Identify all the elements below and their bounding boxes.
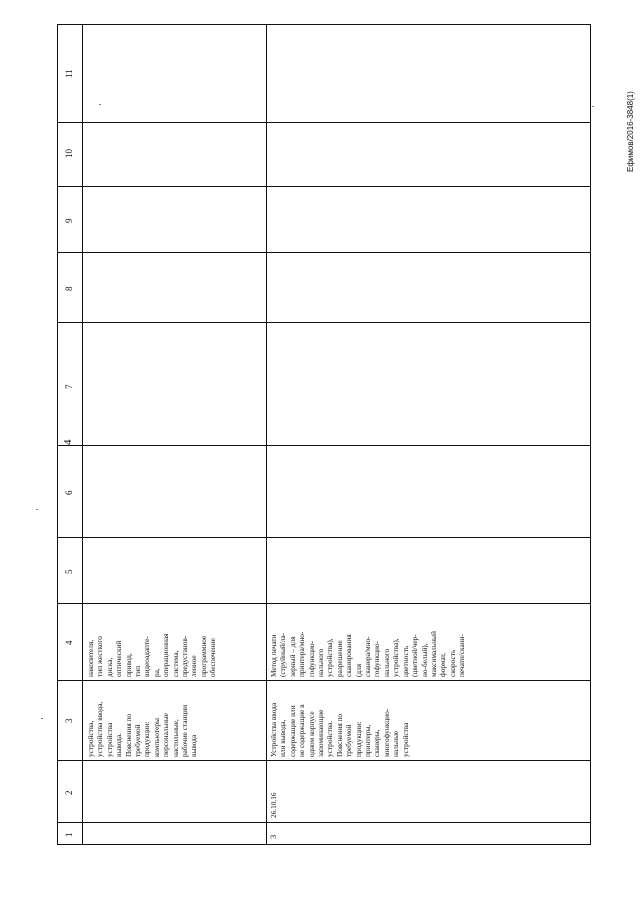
- text-line: Метод печати: [269, 634, 278, 677]
- text-line: нального: [381, 648, 391, 677]
- text-line: устройства: [104, 722, 114, 757]
- table-border: [57, 844, 591, 845]
- text-line: максимальный: [428, 631, 438, 677]
- column-divider: [57, 122, 591, 123]
- scan-speck: [41, 718, 43, 719]
- column-divider: [57, 186, 591, 187]
- column-number: 11: [64, 69, 74, 78]
- text-line: сканирования: [344, 634, 354, 677]
- column-number: 2: [64, 790, 74, 795]
- column-divider: [57, 822, 591, 823]
- table-row-3-characteristics: [269, 631, 467, 677]
- column-number: 1: [64, 832, 74, 837]
- text-line: операционная: [161, 633, 171, 677]
- text-line: программное: [198, 635, 208, 677]
- text-line: рабочие станции: [180, 704, 190, 757]
- text-line: скорость: [447, 649, 457, 677]
- text-line: (струйный/ла-: [278, 632, 288, 677]
- table-header-divider: [82, 24, 83, 845]
- text-line: Пояснения по: [334, 713, 344, 757]
- text-line: устройства),: [391, 638, 401, 677]
- text-line: система,: [170, 650, 180, 677]
- table-row-1-characteristics: [86, 633, 218, 677]
- text-line: тип жесткого: [95, 636, 105, 677]
- text-line: запоминающие: [316, 709, 326, 757]
- text-line: принтера/мно-: [297, 631, 307, 677]
- column-divider: [57, 760, 591, 761]
- text-line: накопителя,: [86, 639, 95, 677]
- text-line: не содержащие в: [297, 704, 307, 757]
- text-line: зерный – для: [287, 636, 297, 677]
- document-reference-label: Ефимов/2016-3848(1): [626, 91, 635, 172]
- text-line: устройства: [400, 722, 410, 757]
- text-line: нального: [316, 648, 326, 677]
- text-line: гофункцио-: [372, 641, 382, 677]
- text-line: устройства.: [325, 720, 335, 757]
- text-line: требуемой: [133, 724, 143, 757]
- column-divider: [57, 445, 591, 446]
- text-line: видеоадапте-: [142, 636, 152, 677]
- text-line: (для: [353, 663, 363, 677]
- text-line: сканеры,: [372, 729, 382, 757]
- text-line: оптический: [114, 640, 124, 677]
- text-line: цветность: [400, 645, 410, 677]
- column-divider: [57, 537, 591, 538]
- text-line: диска,: [104, 657, 114, 677]
- column-number: 6: [64, 490, 74, 495]
- text-line: предустанов-: [180, 635, 190, 677]
- scan-speck: [592, 106, 594, 107]
- table-row-divider: [266, 24, 267, 845]
- text-line: продукции:: [353, 721, 363, 757]
- table-border: [57, 24, 58, 845]
- text-line: Устройства ввода: [269, 702, 278, 757]
- text-line: гофункцио-: [306, 641, 316, 677]
- text-line: Пояснения по: [123, 713, 133, 757]
- text-line: компьютеры: [151, 718, 161, 757]
- column-number: 9: [64, 218, 74, 223]
- text-line: обеспечение: [208, 638, 218, 677]
- text-line: настольные,: [170, 719, 180, 757]
- text-line: нальные: [391, 730, 401, 757]
- table-row-3-name: [269, 703, 410, 757]
- scan-speck: [36, 509, 38, 510]
- column-number: 4: [64, 640, 74, 645]
- scan-speck: [99, 104, 101, 105]
- column-number: 10: [64, 149, 74, 158]
- text-line: печати/скани-: [457, 634, 467, 677]
- text-line: вывода.: [114, 733, 124, 757]
- text-line: устройства),: [325, 638, 335, 677]
- text-line: сканера/мно-: [363, 636, 373, 677]
- text-line: тип: [133, 666, 143, 677]
- text-line: персональные: [161, 713, 171, 757]
- table-row-1-name: [86, 702, 199, 757]
- text-line: одном корпусе: [306, 711, 316, 757]
- column-number: 3: [64, 718, 74, 723]
- page-number: 4: [62, 439, 74, 445]
- table-border: [57, 24, 591, 25]
- text-line: разрешение: [334, 640, 344, 677]
- text-line: но-белый),: [419, 643, 429, 677]
- text-line: привод,: [123, 653, 133, 677]
- text-line: (цветной/чер-: [410, 634, 420, 677]
- column-number: 7: [64, 384, 74, 389]
- text-line: ра,: [151, 668, 161, 677]
- text-line: устройства ввода,: [95, 701, 105, 757]
- column-divider: [57, 252, 591, 253]
- text-line: требуемой: [344, 724, 354, 757]
- table-row-3-date: 26.10.16: [269, 792, 278, 818]
- table-row-3-number: 3: [268, 834, 278, 839]
- column-number: 5: [64, 569, 74, 574]
- text-line: ленное: [189, 655, 199, 677]
- text-line: содержащие или: [287, 705, 297, 757]
- text-line: или вывода,: [278, 719, 288, 757]
- column-number: 8: [64, 286, 74, 291]
- text-line: принтеры,: [363, 724, 373, 757]
- text-line: вывода: [189, 734, 199, 757]
- text-line: многофункцио-: [381, 708, 391, 757]
- text-line: устройства,: [86, 720, 95, 757]
- text-line: формат,: [438, 653, 448, 677]
- column-divider: [57, 680, 591, 681]
- text-line: продукции:: [142, 721, 152, 757]
- column-divider: [57, 603, 591, 604]
- column-divider: [57, 322, 591, 323]
- table-border: [590, 24, 591, 845]
